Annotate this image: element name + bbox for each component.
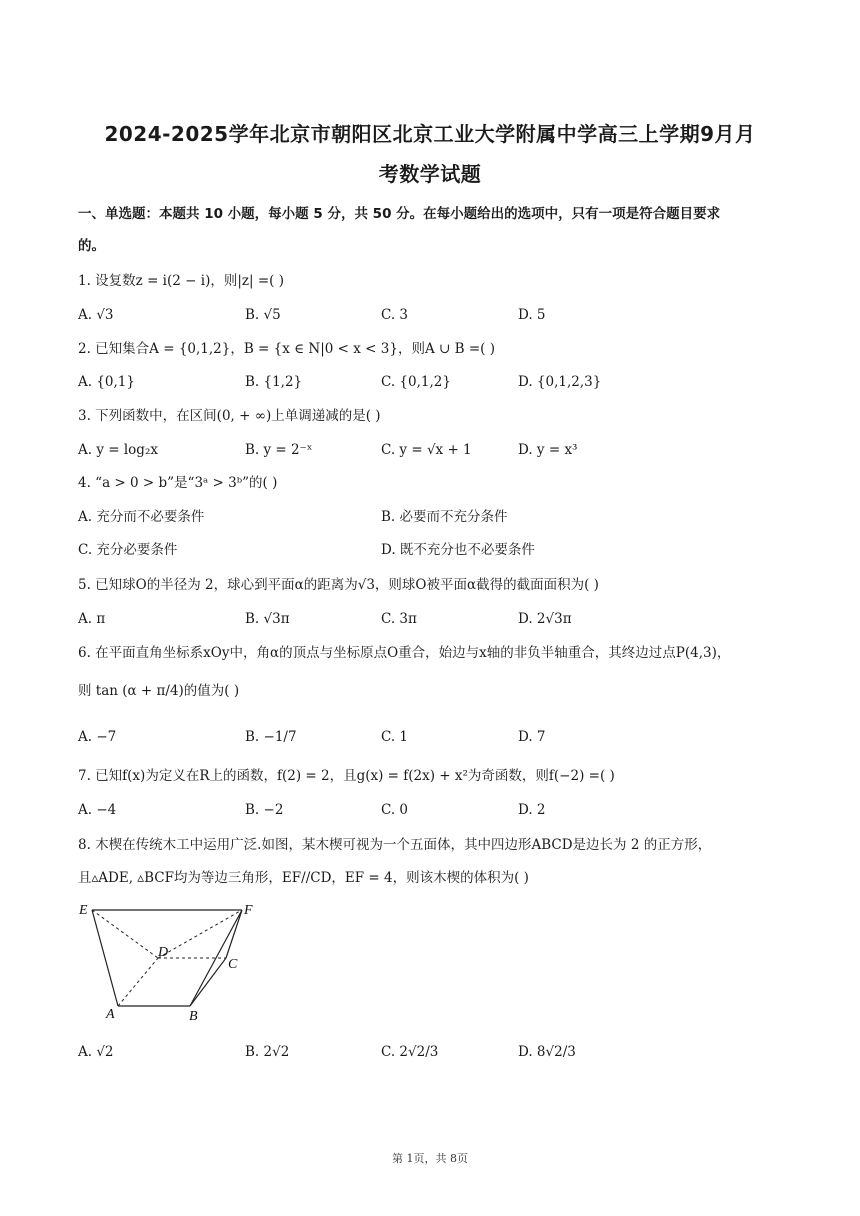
page-footer: 第 1页，共 8页	[392, 1152, 468, 1165]
q8-option-d: D. 8√2/3	[518, 1044, 576, 1060]
q2-option-c: C. {0,1,2}	[381, 374, 451, 390]
vertex-label-b: B	[189, 1009, 198, 1022]
document-title-line-2: 考数学试题	[378, 162, 482, 186]
question-3-stem: 3. 下列函数中，在区间(0, + ∞)上单调递减的是( )	[78, 408, 381, 424]
question-1-stem: 1. 设复数z = i(2 − i)，则|z| =( )	[78, 273, 284, 289]
vertex-label-a: A	[106, 1007, 115, 1022]
q6-option-d: D. 7	[518, 729, 546, 745]
q1-option-c: C. 3	[381, 307, 409, 323]
q5-option-d: D. 2√3π	[518, 611, 572, 627]
q1-option-b: B. √5	[245, 307, 281, 323]
q6-option-a: A. −7	[78, 729, 117, 745]
q5-option-b: B. √3π	[245, 611, 290, 627]
q2-option-a: A. {0,1}	[78, 374, 135, 390]
question-8-stem-cont: 且▵ADE, ▵BCF均为等边三角形，EF//CD，EF = 4，则该木楔的体积为( )	[78, 870, 529, 886]
wedge-figure	[74, 898, 264, 1022]
q7-option-d: D. 2	[518, 802, 546, 818]
q3-option-d: D. y = x³	[518, 442, 578, 458]
q7-option-c: C. 0	[381, 802, 409, 818]
edge-bc	[190, 958, 226, 1006]
q6-option-b: B. −1/7	[245, 729, 297, 745]
vertex-label-f: F	[244, 903, 253, 918]
q7-option-b: B. −2	[245, 802, 284, 818]
vertex-label-d: D	[158, 945, 169, 960]
edge-ea	[92, 910, 118, 1006]
vertex-label-c: C	[228, 957, 238, 972]
section-heading: 一、单选题：本题共 10 小题，每小题 5 分，共 50 分。在每小题给出的选项中，只有一项是符合题目要求	[78, 206, 721, 222]
document-title-line-1: 2024-2025学年北京市朝阳区北京工业大学附属中学高三上学期9月月	[104, 122, 756, 146]
question-6-stem: 6. 在平面直角坐标系xOy中，角α的顶点与坐标原点O重合，始边与x轴的非负半轴重合，其终边过点P(4,3)，	[78, 645, 731, 661]
q8-option-c: C. 2√2/3	[381, 1044, 439, 1060]
question-8-stem: 8. 木楔在传统木工中运用广泛.如图，某木楔可视为一个五面体，其中四边形ABCD是边长为 2 的正方形，	[78, 837, 712, 853]
q4-option-b: B. 必要而不充分条件	[381, 509, 508, 525]
edge-ad-hidden	[118, 958, 158, 1006]
vertex-label-e: E	[79, 903, 88, 918]
question-2-stem: 2. 已知集合A = {0,1,2}，B = {x ∈ N|0 < x < 3}，则A ∪ B =( )	[78, 341, 495, 357]
q6-option-c: C. 1	[381, 729, 409, 745]
q3-option-a: A. y = log₂x	[78, 442, 158, 458]
q7-option-a: A. −4	[78, 802, 117, 818]
q4-option-d: D. 既不充分也不必要条件	[381, 542, 535, 558]
question-4-stem: 4. “a > 0 > b”是“3ᵃ > 3ᵇ”的( )	[78, 475, 278, 491]
edge-ed-hidden	[92, 910, 158, 958]
q2-option-d: D. {0,1,2,3}	[518, 374, 602, 390]
question-7-stem: 7. 已知f(x)为定义在R上的函数，f(2) = 2，且g(x) = f(2x) + x²为奇函数，则f(−2) =( )	[78, 768, 615, 784]
q3-option-c: C. y = √x + 1	[381, 442, 472, 458]
q5-option-c: C. 3π	[381, 611, 417, 627]
section-heading-cont: 的。	[78, 238, 105, 254]
question-6-stem-cont: 则 tan (α + π/4)的值为( )	[78, 683, 240, 699]
q1-option-a: A. √3	[78, 307, 114, 323]
q4-option-c: C. 充分必要条件	[78, 542, 178, 558]
question-5-stem: 5. 已知球O的半径为 2，球心到平面α的距离为√3，则球O被平面α截得的截面面积为( )	[78, 577, 599, 593]
q2-option-b: B. {1,2}	[245, 374, 303, 390]
q5-option-a: A. π	[78, 611, 106, 627]
q8-option-a: A. √2	[78, 1044, 114, 1060]
q8-option-b: B. 2√2	[245, 1044, 290, 1060]
q3-option-b: B. y = 2⁻ˣ	[245, 442, 313, 458]
q1-option-d: D. 5	[518, 307, 546, 323]
q4-option-a: A. 充分而不必要条件	[78, 509, 205, 525]
